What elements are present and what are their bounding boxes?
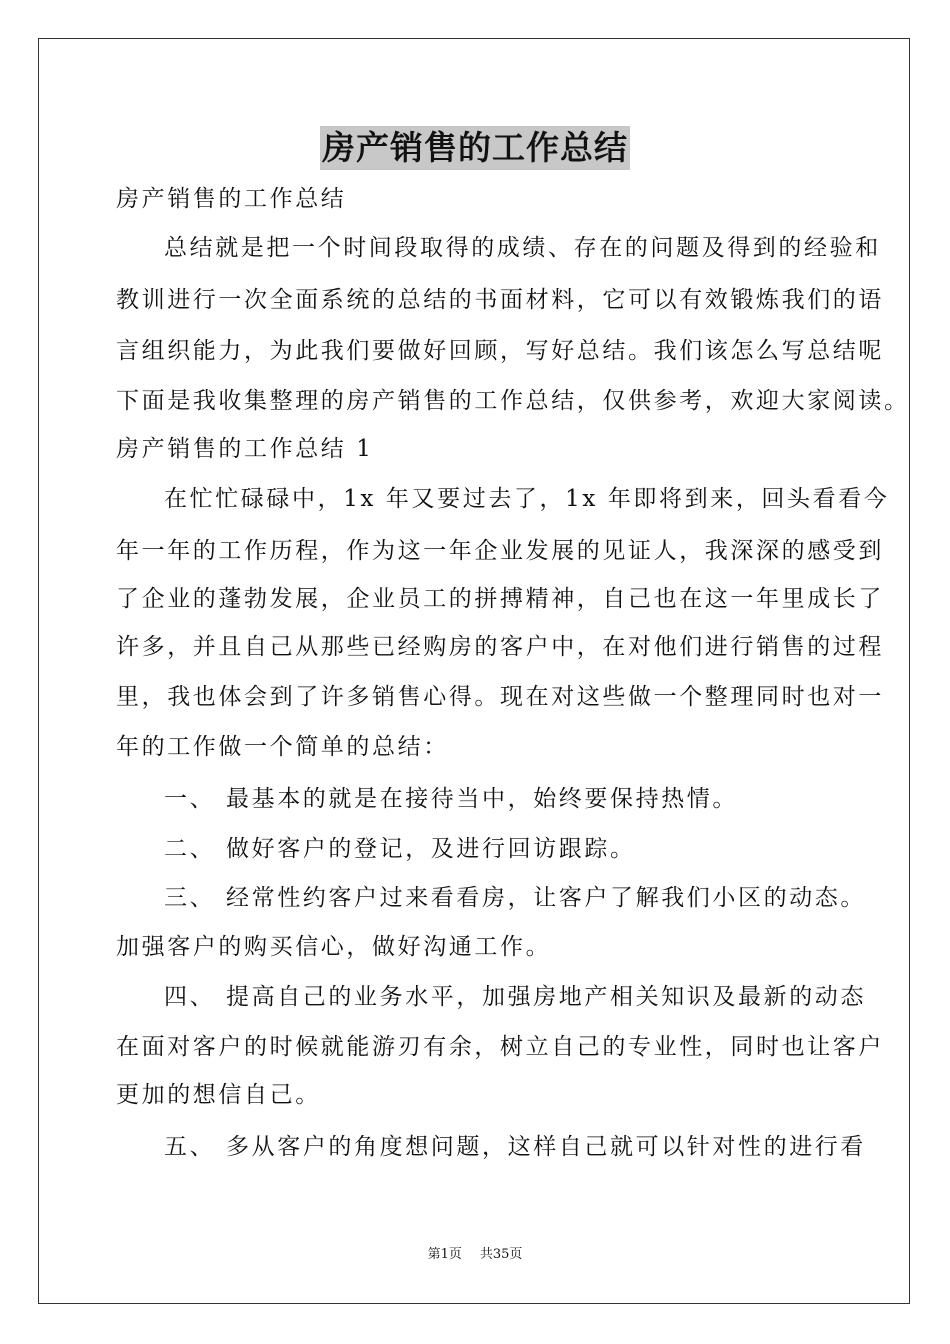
intro-line: 言组织能力，为此我们要做好回顾，写好总结。我们该怎么写总结呢: [116, 338, 884, 364]
list-item-text: 提高自己的业务水平，加强房地产相关知识及最新的动态: [226, 984, 866, 1010]
page-number: 第1页: [427, 1247, 462, 1262]
list-item-text: 做好客户的登记，及进行回访跟踪。: [226, 836, 636, 862]
list-item-text: 多从客户的角度想问题，这样自己就可以针对性的进行看: [226, 1134, 866, 1160]
body-line: 在忙忙碌碌中，1x 年又要过去了，1x 年即将到来，回头看看今: [164, 486, 890, 512]
list-item: [164, 784, 738, 814]
list-item-number: 一、: [164, 786, 216, 812]
list-item-number: 五、: [164, 1134, 216, 1160]
list-item-continuation: 更加的想信自己。: [116, 1082, 321, 1108]
list-item-number: 四、: [164, 984, 216, 1010]
list-item-continuation: 在面对客户的时候就能游刃有余，树立自己的专业性，同时也让客户: [116, 1034, 884, 1060]
intro-line: 下面是我收集整理的房产销售的工作总结，仅供参考，欢迎大家阅读。: [116, 388, 910, 414]
list-item-continuation: 加强客户的购买信心，做好沟通工作。: [116, 934, 552, 960]
intro-line: 总结就是把一个时间段取得的成绩、存在的问题及得到的经验和: [164, 235, 881, 261]
document-title: 房产销售的工作总结: [320, 126, 630, 170]
intro-line: 教训进行一次全面系统的总结的书面材料，它可以有效锻炼我们的语: [116, 287, 884, 313]
body-line: 年一年的工作历程，作为这一年企业发展的见证人，我深深的感受到: [116, 538, 884, 564]
body-line: 里，我也体会到了许多销售心得。现在对这些做一个整理同时也对一: [116, 684, 884, 710]
title-area: [0, 126, 950, 170]
document-subtitle: 房产销售的工作总结: [116, 186, 347, 212]
page-total: 共35页: [479, 1247, 523, 1262]
list-item: [164, 982, 866, 1012]
page-footer: [0, 1246, 950, 1264]
list-item-number: 三、: [164, 885, 216, 911]
list-item: [164, 883, 866, 913]
list-item: [164, 834, 636, 864]
list-item-number: 二、: [164, 836, 216, 862]
list-item-text: 经常性约客户过来看看房，让客户了解我们小区的动态。: [226, 885, 866, 911]
page-border: [38, 38, 910, 1304]
body-line: 了企业的蓬勃发展，企业员工的拼搏精神，自己也在这一年里成长了: [116, 586, 884, 612]
list-item: [164, 1132, 866, 1162]
body-line: 年的工作做一个简单的总结：: [116, 734, 449, 760]
section-heading: 房产销售的工作总结 1: [116, 436, 374, 462]
body-line: 许多，并且自己从那些已经购房的客户中，在对他们进行销售的过程: [116, 634, 884, 660]
list-item-text: 最基本的就是在接待当中，始终要保持热情。: [226, 786, 738, 812]
